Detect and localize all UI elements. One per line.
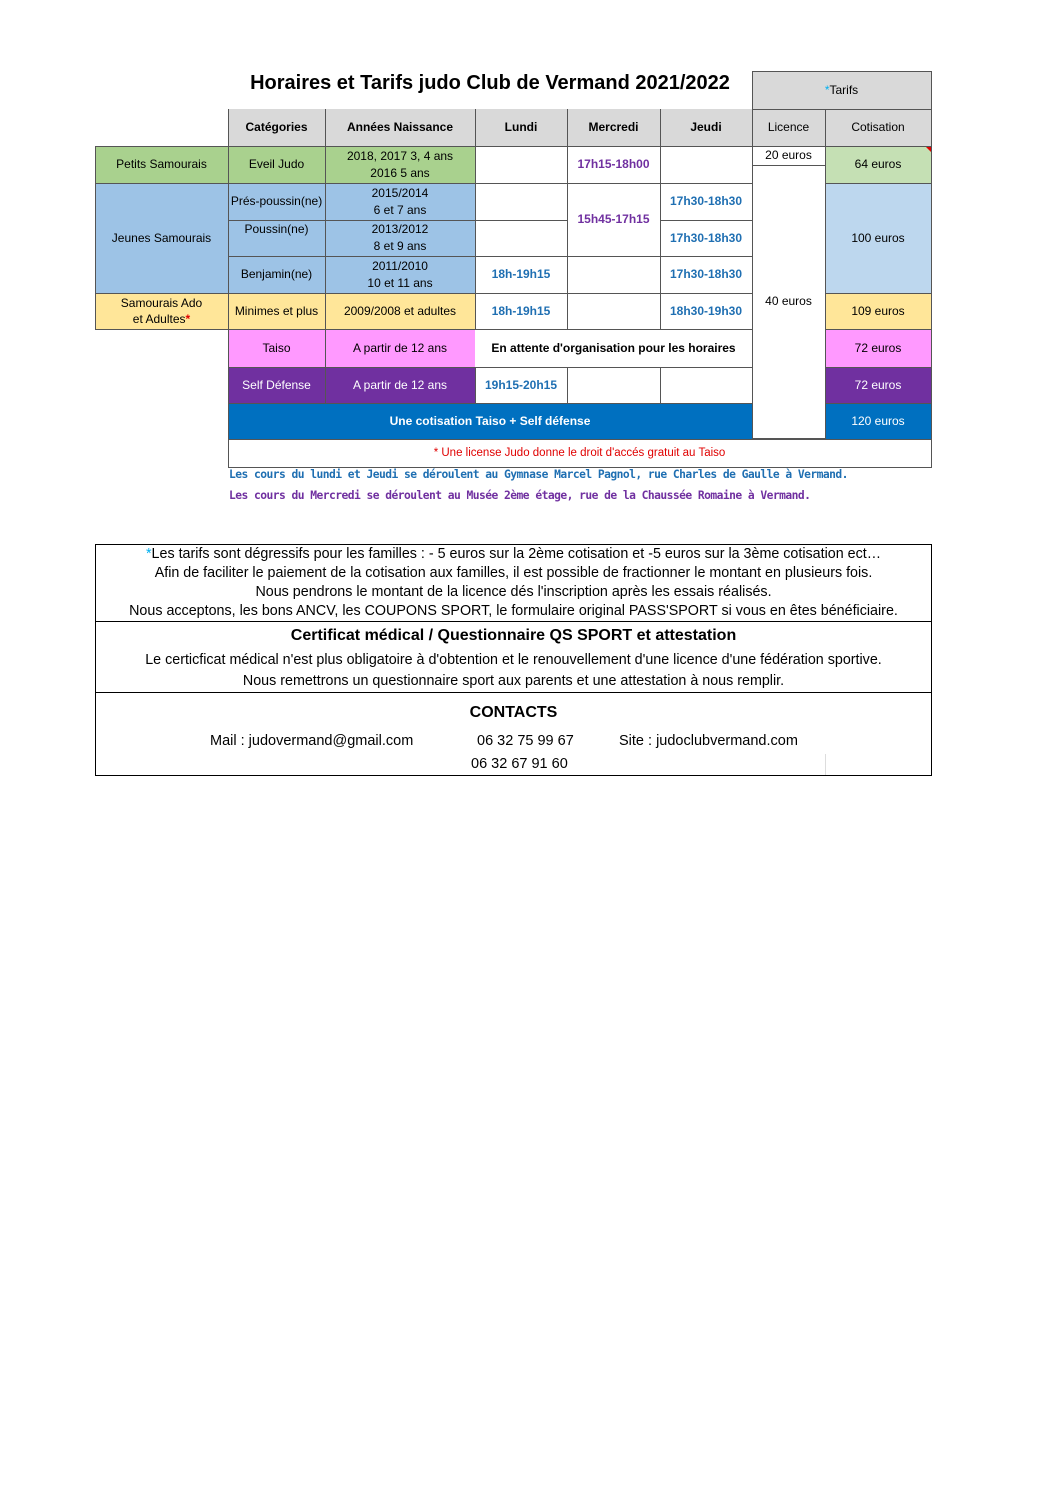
row-benjamin-lundi: 18h-19h15 bbox=[491, 267, 551, 281]
info-divider-2 bbox=[95, 692, 932, 693]
info-line-1 bbox=[96, 545, 931, 564]
row-benjamin-category: Benjamin(ne) bbox=[240, 267, 313, 281]
row-benjamin-years-line2: 10 et 11 ans bbox=[367, 275, 433, 290]
contacts-mail: Mail : judovermand@gmail.com bbox=[210, 733, 414, 749]
row-combo-label: Une cotisation Taiso + Self défense bbox=[389, 413, 591, 428]
contacts-faint-line bbox=[825, 754, 826, 775]
info-line-2: Afin de faciliter le paiement de la cotisation aux familles, il est possible de fractionner le montant en plusieurs fois. bbox=[154, 565, 873, 581]
group-ado-line2-wrap bbox=[133, 311, 190, 327]
group-ado bbox=[95, 293, 228, 329]
licence-others: 40 euros bbox=[765, 294, 812, 308]
row-self-cotisation: 72 euros bbox=[854, 377, 902, 392]
row-self-lundi: 19h15-20h15 bbox=[484, 377, 558, 392]
row-minimes-years: 2009/2008 et adultes bbox=[343, 303, 457, 318]
header-jeudi: Jeudi bbox=[690, 120, 722, 134]
header-licence: Licence bbox=[767, 120, 810, 134]
row-taiso-category: Taiso bbox=[262, 340, 291, 355]
certificat-section bbox=[96, 622, 931, 692]
header-annees: Années Naissance bbox=[346, 120, 454, 134]
row-taiso-schedule: En attente d'organisation pour les horaires bbox=[491, 340, 736, 355]
group-petits: Petits Samourais bbox=[116, 157, 207, 171]
row-minimes-lundi: 18h-19h15 bbox=[491, 303, 551, 318]
header-lundi: Lundi bbox=[504, 120, 538, 134]
row-taiso-cotisation: 72 euros bbox=[854, 340, 902, 355]
row-poussin-years bbox=[325, 220, 475, 256]
row-eveil-category: Eveil Judo bbox=[248, 157, 305, 171]
row-combo-cotisation: 120 euros bbox=[851, 413, 905, 428]
row-eveil-years bbox=[325, 146, 475, 183]
info-line-4: Nous acceptons, les bons ANCV, les COUPONS SPORT, le formulaire original PASS'SPORT si vous en êtes bénéficiaire. bbox=[129, 603, 898, 619]
row-prespoussin-years bbox=[325, 183, 475, 220]
jeunes-cotisation: 100 euros bbox=[851, 230, 905, 245]
contacts-site: Site : judoclubvermand.com bbox=[619, 733, 798, 749]
certificat-line-1: Le certicficat médical n'est plus obligatoire à d'obtention et le renouvellement d'une licence d'une fédération sportive. bbox=[145, 652, 882, 668]
row-prespoussin-years-line1: 2015/2014 bbox=[371, 185, 429, 200]
footnote: * Une license Judo donne le droit d'accés gratuit au Taiso bbox=[433, 446, 726, 459]
row-self-years: A partir de 12 ans bbox=[352, 377, 448, 392]
header-cotisation: Cotisation bbox=[851, 120, 905, 134]
header-mercredi: Mercredi bbox=[588, 120, 639, 134]
venue-line-1: Les cours du lundi et Jeudi se déroulent au Gymnase Marcel Pagnol, rue Charles de Gaulle à Vermand. bbox=[229, 468, 848, 481]
row-minimes-cotisation: 109 euros bbox=[851, 303, 905, 318]
row-prespoussin-years-line2: 6 et 7 ans bbox=[373, 202, 427, 217]
row-poussin-category bbox=[228, 220, 325, 256]
licence-eveil: 20 euros bbox=[765, 148, 812, 162]
tarifs-label: Tarifs bbox=[829, 82, 859, 97]
row-prespoussin-category: Prés-poussin(ne) bbox=[230, 194, 323, 208]
row-self-category: Self Défense bbox=[242, 377, 311, 392]
info-star: * bbox=[145, 546, 152, 562]
row-eveil-years-line2: 2016 5 ans bbox=[370, 165, 430, 180]
certificat-title: Certificat médical / Questionnaire QS SPORT et attestation bbox=[290, 627, 737, 644]
row-minimes-jeudi: 18h30-19h30 bbox=[669, 303, 743, 318]
group-ado-line1: Samourais Ado bbox=[120, 296, 203, 310]
row-benjamin-years bbox=[325, 256, 475, 293]
row-benjamin-years-line1: 2011/2010 bbox=[372, 258, 428, 273]
tarifs-star: * bbox=[824, 82, 830, 97]
info-line-3: Nous pendrons le montant de la licence dés l'inscription après les essais réalisés. bbox=[255, 584, 772, 600]
row-eveil-mercredi: 17h15-18h00 bbox=[577, 157, 650, 171]
row-prespoussin-jeudi: 17h30-18h30 bbox=[669, 194, 743, 208]
group-jeunes: Jeunes Samourais bbox=[111, 230, 212, 245]
row-eveil-cotisation: 64 euros bbox=[854, 157, 902, 171]
tarifs-header bbox=[752, 71, 931, 109]
row-minimes-category: Minimes et plus bbox=[234, 303, 319, 318]
header-categories: Catégories bbox=[245, 120, 308, 134]
row-benjamin-jeudi: 17h30-18h30 bbox=[669, 267, 743, 281]
info-section bbox=[96, 545, 931, 621]
row-eveil-years-line1: 2018, 2017 3, 4 ans bbox=[346, 148, 454, 163]
group-ado-line2: et Adultes bbox=[132, 312, 186, 326]
jeunes-mercredi: 15h45-17h15 bbox=[577, 212, 650, 226]
row-poussin-years-line1: 2013/2012 bbox=[371, 222, 429, 236]
row-poussin-category-text: Poussin(ne) bbox=[244, 222, 309, 236]
contacts-phone-2: 06 32 67 91 60 bbox=[471, 756, 568, 772]
venue-line-2: Les cours du Mercredi se déroulent au Musée 2ème étage, rue de la Chaussée Romaine à Vermand. bbox=[229, 489, 811, 502]
row-poussin-years-line2: 8 et 9 ans bbox=[373, 239, 427, 253]
page-title: Horaires et Tarifs judo Club de Vermand 2021/2022 bbox=[250, 71, 730, 94]
row-poussin-jeudi: 17h30-18h30 bbox=[669, 230, 743, 245]
row-taiso-years: A partir de 12 ans bbox=[352, 340, 448, 355]
contacts-title: CONTACTS bbox=[469, 704, 558, 721]
info-line-1-text: Les tarifs sont dégressifs pour les familles : - 5 euros sur la 2ème cotisation et -5 euros sur la 3ème cotisation ect… bbox=[151, 546, 882, 562]
group-ado-star: * bbox=[185, 312, 191, 326]
contacts-phone-1: 06 32 75 99 67 bbox=[477, 733, 574, 749]
certificat-line-2: Nous remettrons un questionnaire sport aux parents et une attestation à nous remplir. bbox=[242, 673, 785, 689]
